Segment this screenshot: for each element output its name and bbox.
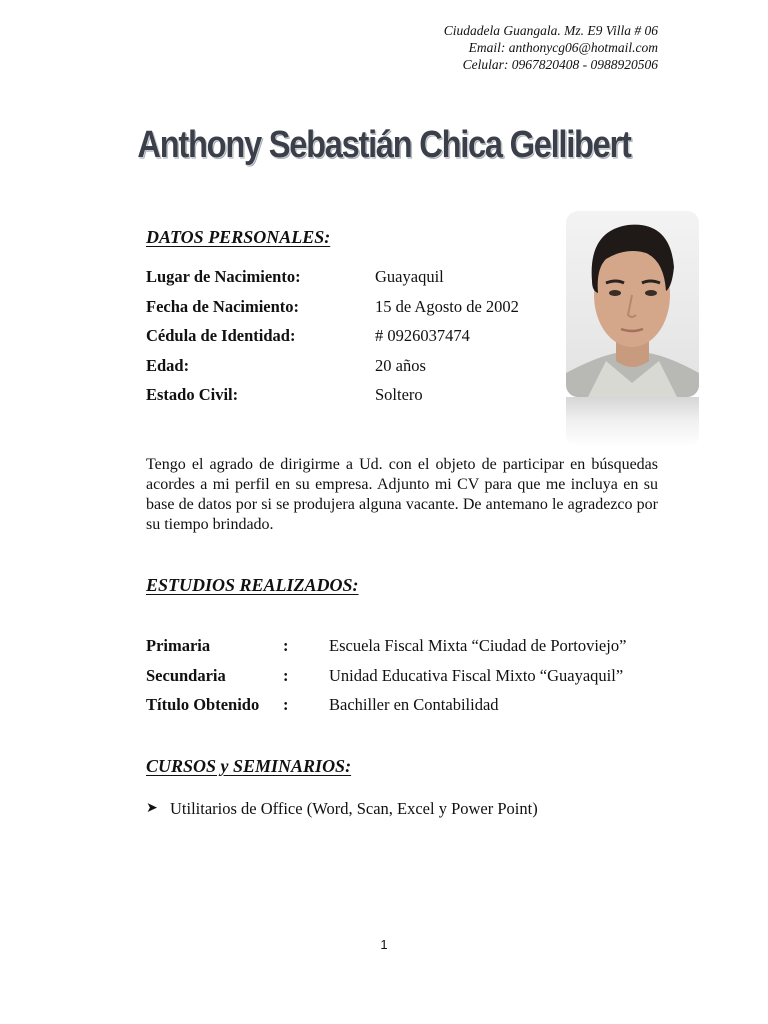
study-separator: : xyxy=(283,695,289,714)
course-text: Utilitarios de Office (Word, Scan, Excel y Power Point) xyxy=(170,799,538,818)
studies-heading: ESTUDIOS REALIZADOS: xyxy=(146,575,359,595)
courses-list xyxy=(146,799,538,819)
personal-value: Guayaquil xyxy=(375,267,444,286)
study-label: Título Obtenido xyxy=(146,695,260,714)
personal-data-list xyxy=(146,267,546,415)
personal-value: 15 de Agosto de 2002 xyxy=(375,296,519,316)
address-line: Ciudadela Guangala. Mz. E9 Villa # 06 xyxy=(443,23,658,38)
personal-label: Cédula de Identidad: xyxy=(146,326,296,345)
portrait-illustration xyxy=(566,211,699,397)
studies-list xyxy=(146,636,686,725)
personal-label: Fecha de Nacimiento: xyxy=(146,296,300,316)
study-label: Primaria xyxy=(146,636,211,655)
study-separator: : xyxy=(283,636,289,655)
personal-label: Edad: xyxy=(146,355,190,375)
email-line: Email: anthonycg06@hotmail.com xyxy=(468,40,658,55)
study-separator: : xyxy=(283,665,289,685)
page-number: 1 xyxy=(380,937,388,952)
study-row-primary xyxy=(146,636,686,666)
candidate-name: Anthony Sebastián Chica Gellibert xyxy=(137,124,631,166)
study-label: Secundaria xyxy=(146,665,226,685)
study-value: Bachiller en Contabilidad xyxy=(329,695,499,714)
study-value: Unidad Educativa Fiscal Mixto “Guayaquil” xyxy=(329,665,624,685)
arrowhead-bullet-icon: ➤ xyxy=(146,800,158,816)
personal-value: Soltero xyxy=(375,385,423,404)
personal-row-birthdate xyxy=(146,297,546,327)
personal-row-birthplace xyxy=(146,267,546,297)
study-row-secondary xyxy=(146,666,686,696)
personal-label: Estado Civil: xyxy=(146,385,239,404)
study-value: Escuela Fiscal Mixta “Ciudad de Portoviejo” xyxy=(329,636,627,655)
intro-paragraph: Tengo el agrado de dirigirme a Ud. con el objeto de participar en búsquedas acordes a mi perfil en su empresa. Adjunto mi CV para que me incluya en su base de datos por si se produjera alguna vacante. De antemano le agradezco por su tiempo brindado. xyxy=(146,456,658,533)
profile-photo xyxy=(566,211,699,397)
personal-row-civil-status xyxy=(146,385,546,415)
phone-line: Celular: 0967820408 - 0988920506 xyxy=(462,57,658,72)
personal-row-age xyxy=(146,356,546,386)
personal-row-id-card xyxy=(146,326,546,356)
profile-photo-reflection xyxy=(566,397,699,447)
study-row-degree xyxy=(146,695,686,725)
courses-heading: CURSOS y SEMINARIOS: xyxy=(146,756,352,776)
course-item xyxy=(146,799,538,819)
personal-label: Lugar de Nacimiento: xyxy=(146,267,301,286)
personal-data-heading: DATOS PERSONALES: xyxy=(146,227,331,247)
contact-header xyxy=(258,22,658,73)
personal-value: 20 años xyxy=(375,355,426,375)
personal-value: # 0926037474 xyxy=(375,326,470,345)
